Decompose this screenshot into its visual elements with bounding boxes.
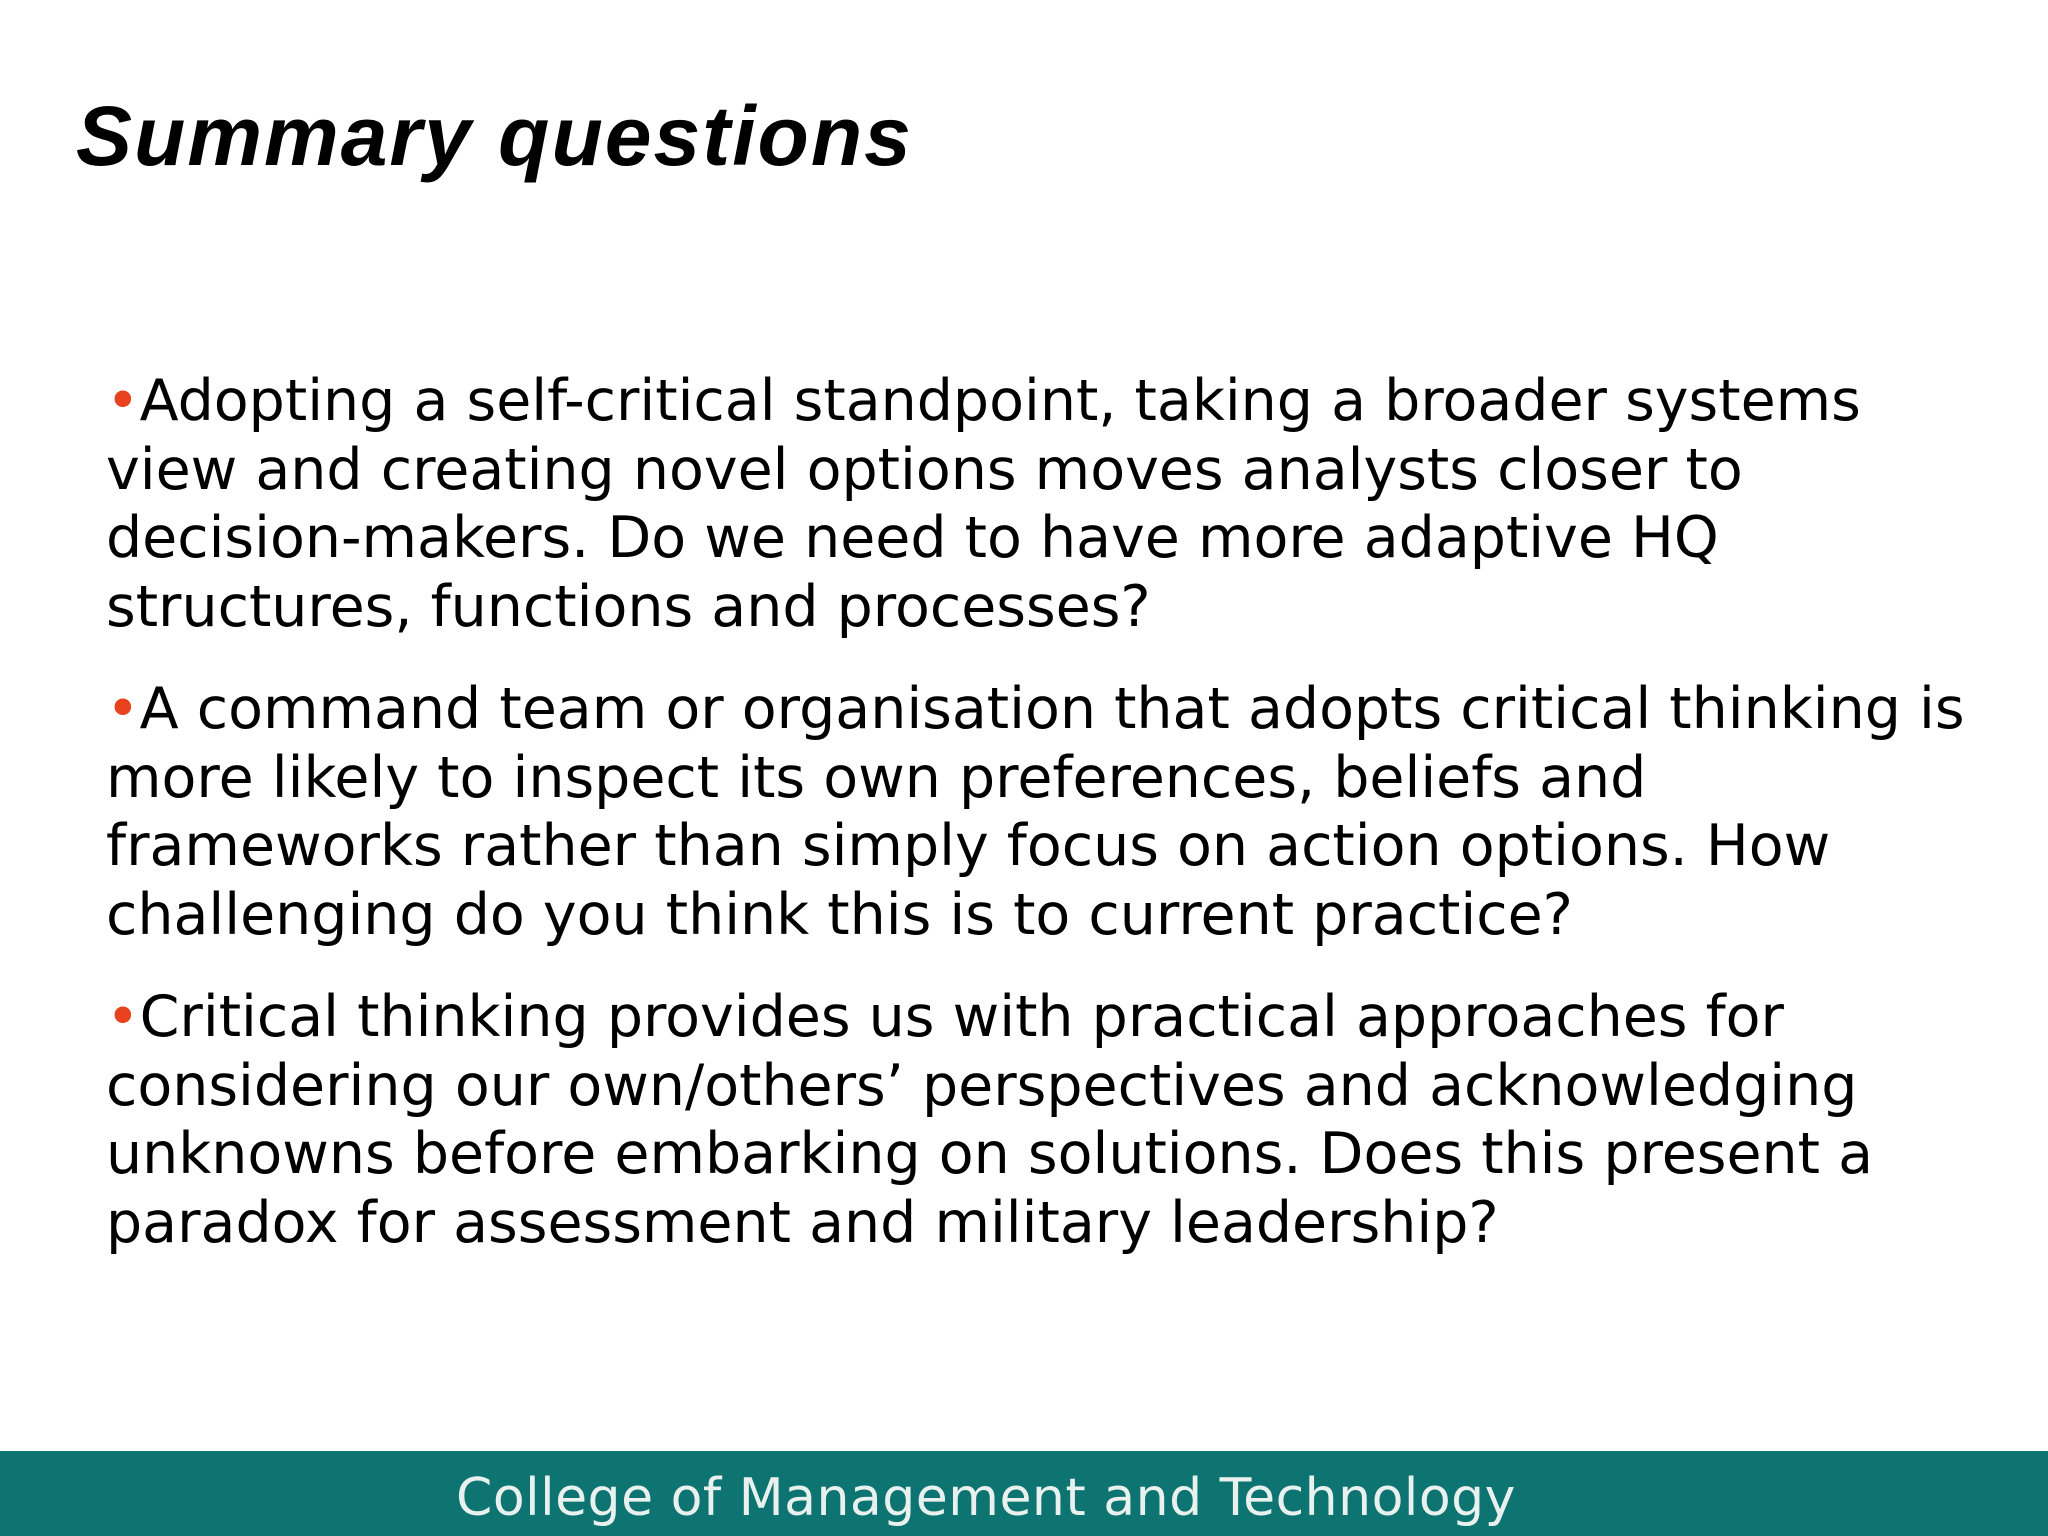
bullet-item (106, 367, 1986, 641)
bullet-list (106, 367, 1986, 1291)
bullet-icon: • (106, 676, 140, 742)
bullet-icon: • (106, 368, 140, 434)
bullet-item (106, 983, 1986, 1257)
bullet-text: A command team or organisation that adopts critical thinking is more likely to inspect its own preferences, beliefs and frameworks rather than simply focus on action options. How challenging do you think this is to current practice? (106, 676, 1965, 948)
bullet-text: Critical thinking provides us with practical approaches for considering our own/others’ perspectives and acknowledging unknowns before embarking on solutions. Does this present a paradox for assessment and military leadership? (106, 984, 1874, 1256)
bullet-text: Adopting a self-critical standpoint, taking a broader systems view and creating novel options moves analysts closer to decision-makers. Do we need to have more adaptive HQ structures, functions and processes? (106, 368, 1861, 640)
footer-label: College of Management and Technology (456, 1467, 1516, 1528)
slide-title: Summary questions (76, 89, 913, 183)
bullet-icon: • (106, 984, 140, 1050)
footer-banner (0, 1451, 2048, 1536)
bullet-item (106, 675, 1986, 949)
